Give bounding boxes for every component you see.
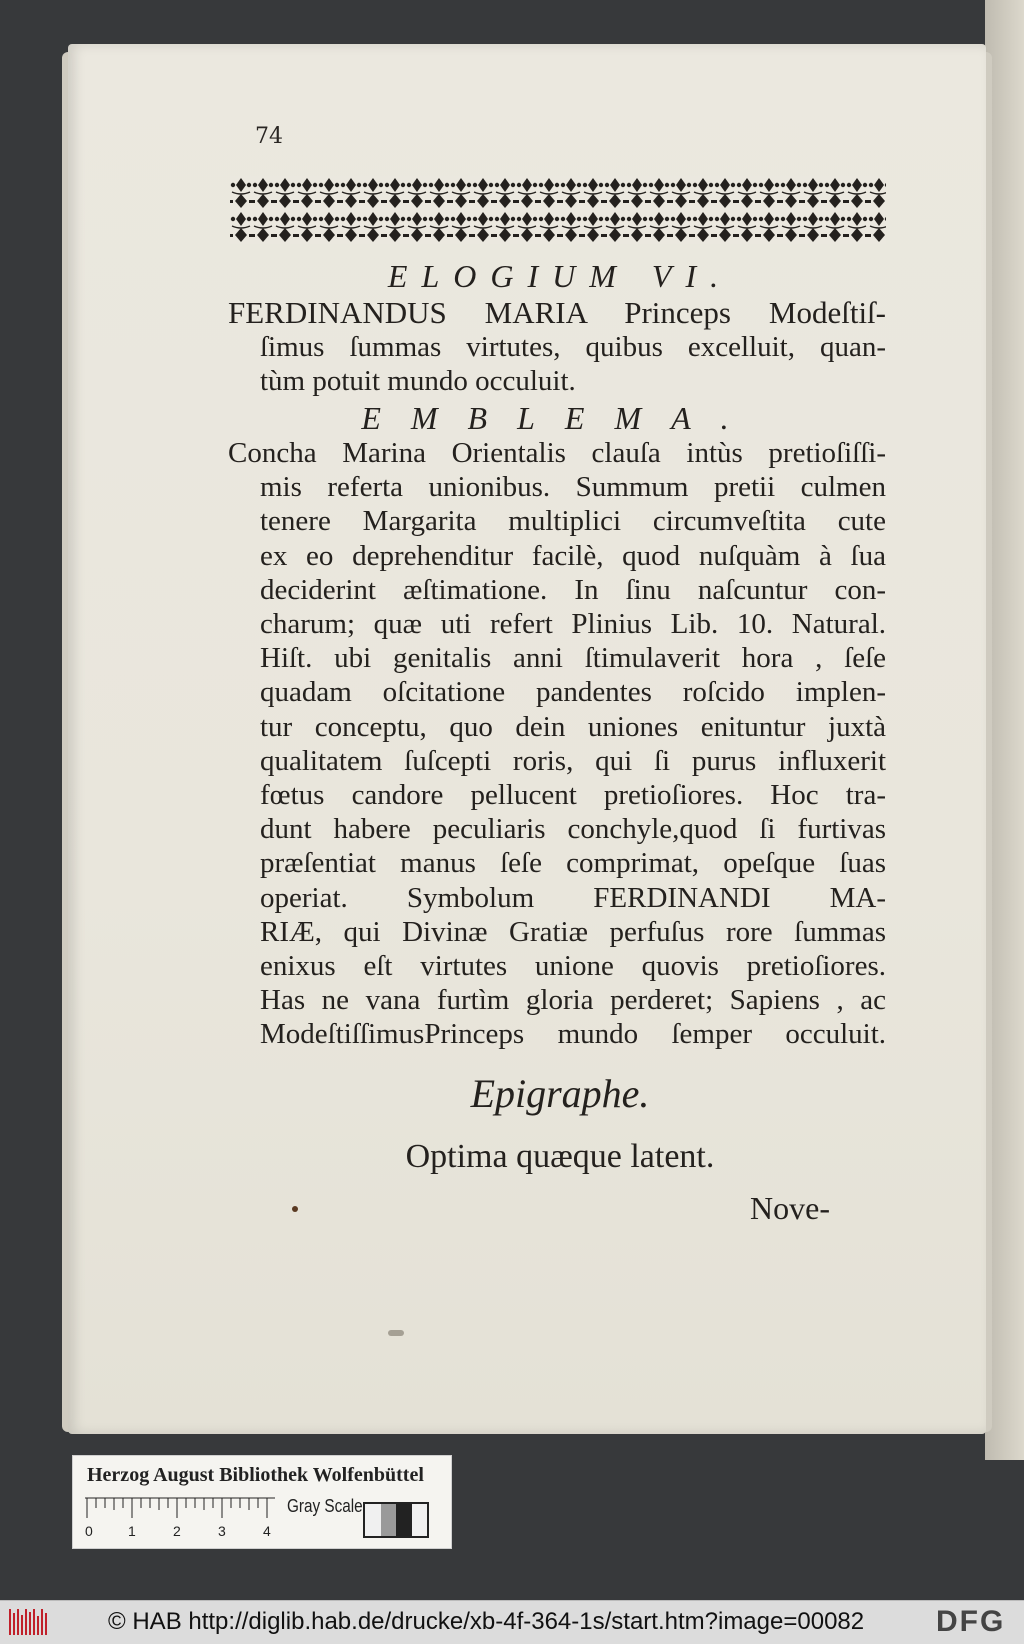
emblema-line: enixus eſt virtutes unione quovis pretioſiores. [260, 950, 886, 983]
emblema-text [228, 436, 886, 1052]
emblema-line: ModeſtiſſimusPrinceps mundo ſemper occuluit. [260, 1018, 886, 1051]
dfg-logo: DFG [936, 1605, 1006, 1638]
gray-scale-swatch [363, 1502, 429, 1538]
catchword: Nove- [750, 1190, 830, 1226]
emblema-line: deciderint æſtimatione. In ſinu naſcuntur con- [260, 573, 886, 606]
ruler-number: 4 [263, 1523, 271, 1539]
emblema-line: præſentiat manus ſeſe comprimat, opeſque ſuas [260, 847, 886, 880]
emblema-line: tur conceptu, quo dein uniones enituntur juxtà [260, 710, 886, 743]
library-name: Herzog August Bibliothek Wolfenbüttel [87, 1464, 424, 1486]
ruler-number: 1 [128, 1523, 136, 1539]
ruler-number: 3 [218, 1523, 226, 1539]
gray-swatch-mid [381, 1504, 397, 1536]
elogium-line: ſimus ſummas virtutes, quibus excelluit, quan- [260, 331, 886, 364]
library-color-chart [72, 1455, 452, 1549]
footer-credit: © HAB http://diglib.hab.de/drucke/xb-4f-364-1s/start.htm?image=00082 [108, 1608, 865, 1635]
gray-swatch-black [396, 1504, 412, 1536]
elogium-line: FERDINANDUS MARIA Princeps Modeſtiſ- [228, 295, 886, 330]
motto: Optima quæque latent. [405, 1138, 715, 1175]
elogium-title: ELOGIUM VI. [387, 258, 733, 294]
emblema-line: Has ne vana furtìm gloria perderet; Sapiens , ac [260, 984, 886, 1017]
hab-logo-icon [8, 1607, 48, 1637]
ruler-number: 2 [173, 1523, 181, 1539]
emblema-line: RIÆ, qui Divinæ Gratiæ perfuſus rore ſummas [260, 915, 886, 948]
ink-spot [292, 1206, 298, 1212]
emblema-line: mis referta unionibus. Summum pretii culmen [260, 471, 886, 504]
emblema-line: fœtus candore pellucent pretioſiores. Hoc tra- [260, 779, 886, 812]
emblema-line: charum; quæ uti refert Plinius Lib. 10. Natural. [260, 608, 886, 641]
elogium-line: tùm potuit mundo occuluit. [260, 365, 576, 398]
emblema-line: ex eo deprehenditur facilè, quod nuſquàm à ſua [260, 539, 886, 572]
emblema-line: tenere Margarita multiplici circumveſtita cute [260, 505, 886, 538]
gray-scale-label: Gray Scale [287, 1496, 363, 1516]
gray-swatch-white [365, 1504, 381, 1536]
emblema-line: operiat. Symbolum FERDINANDI MA- [260, 881, 886, 914]
ornament-band-icon [230, 176, 886, 244]
page-number: 74 [255, 124, 283, 149]
footer-bar [0, 1600, 1024, 1644]
emblema-heading: EMBLEMA. [361, 400, 759, 436]
epigraphe-heading: Epigraphe. [470, 1071, 650, 1116]
emblema-line: Hiſt. ubi genitalis anni ſtimulaverit hora , ſeſe [260, 642, 886, 675]
gray-swatch-white-2 [412, 1504, 428, 1536]
emblema-line: Concha Marina Orientalis clauſa intùs pretioſiſſi- [228, 437, 886, 469]
ruler-scale-icon [85, 1496, 285, 1540]
emblema-line: qualitatem ſuſcepti roris, qui ſi purus influxerit [260, 744, 886, 777]
ruler-number: 0 [85, 1523, 93, 1539]
paper-smudge [388, 1330, 404, 1336]
elogium-text [228, 296, 886, 399]
emblema-line: quadam oſcitatione pandentes roſcido implen- [260, 676, 886, 709]
emblema-line: dunt habere peculiaris conchyle,quod ſi furtivas [260, 813, 886, 846]
